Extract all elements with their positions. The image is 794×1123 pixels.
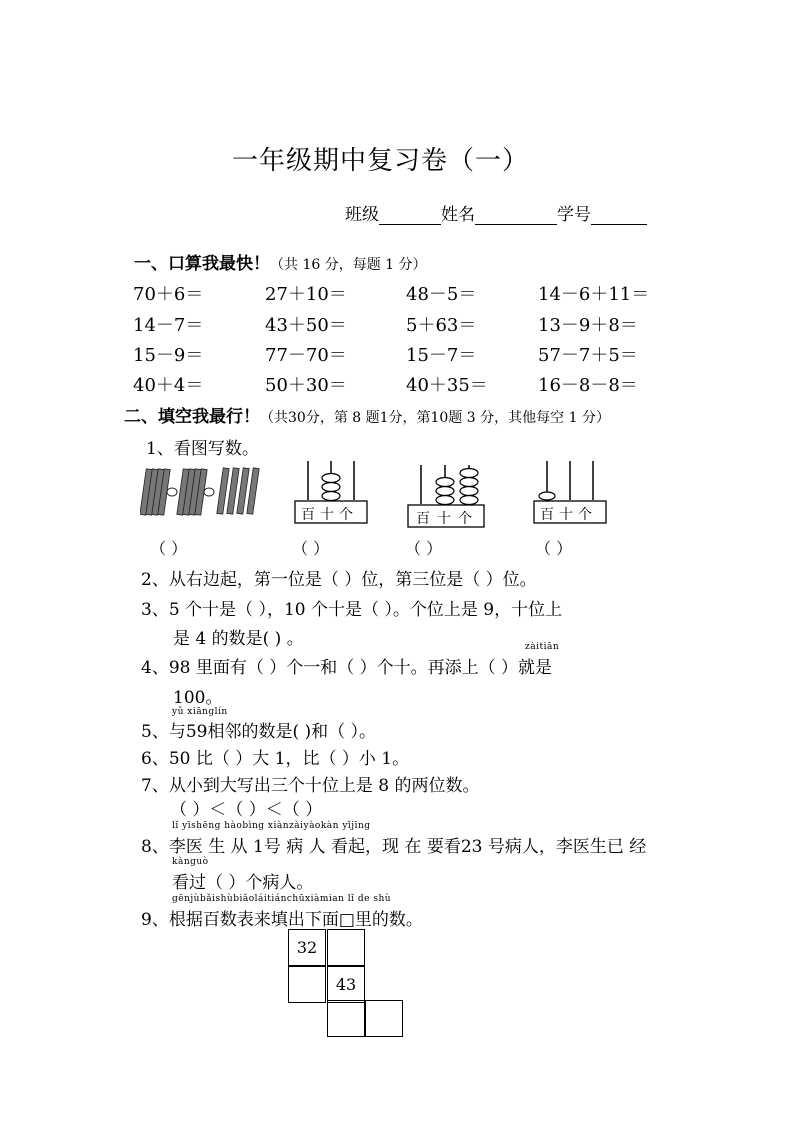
equation: 77－70＝ <box>265 345 347 366</box>
abacus-2-labels <box>416 508 479 528</box>
question-6: 6、50 比（ ）大 1，比（ ）小 1。 <box>141 749 410 769</box>
class-field[interactable] <box>379 206 441 225</box>
name-field[interactable] <box>475 206 557 225</box>
question-4-pinyin: zàitiān <box>525 642 560 652</box>
question-2: 2、从右边起，第一位是（ ）位，第三位是（ ）位。 <box>141 570 537 590</box>
equation: 13－9＋8＝ <box>538 315 638 336</box>
page-title: 一年级期中复习卷（一） <box>232 146 530 176</box>
section2-title: 二、填空我最行！ <box>124 407 260 427</box>
id-field[interactable] <box>591 206 647 225</box>
equation: 27＋10＝ <box>265 284 347 305</box>
section1-note: （共 16 分，每题 1 分） <box>270 257 427 273</box>
question-8-pinyin2: kànguò <box>172 857 209 867</box>
equation: 43＋50＝ <box>265 315 347 336</box>
grid-cell-blank[interactable] <box>288 966 326 1003</box>
question-1: 1、看图写数。 <box>146 439 259 459</box>
student-info <box>345 200 647 225</box>
question-3-line1: 3、5 个十是（ ），10 个十是（ ）。个位上是 9，十位上 <box>141 600 563 620</box>
equation: 5＋63＝ <box>406 315 477 336</box>
id-label: 学号 <box>557 205 591 225</box>
equation: 57－7＋5＝ <box>538 345 638 366</box>
equation: 15－7＝ <box>406 345 477 366</box>
question-9-pinyin: gēnjùbǎishùbiǎoláitiánchūxiàmian lǐ de shù <box>172 894 392 904</box>
equation: 50＋30＝ <box>265 375 347 396</box>
answer-blank-2[interactable]: （ ） <box>292 539 330 558</box>
ones-label: 个 <box>339 507 358 523</box>
grid-cell-blank[interactable] <box>327 929 365 966</box>
grid-cell-given: 43 <box>327 966 365 1003</box>
grid-cell-blank[interactable] <box>365 1000 403 1037</box>
hundreds-label: 百 <box>540 507 559 523</box>
equation: 14－6＋11＝ <box>538 284 650 305</box>
section2-heading <box>124 402 610 427</box>
hundreds-label: 百 <box>301 507 320 523</box>
question-3-line2: 是 4 的数是( ) 。 <box>173 629 304 649</box>
question-8-pinyin: lǐ yīshēng hàobìng xiànzàiyàokàn yǐjīng <box>172 821 371 831</box>
question-8-line1: 8、李医 生 从 1号 病 人 看起，现 在 要看23 号病人，李医生已 经 <box>141 837 647 857</box>
grid-cell-blank[interactable] <box>327 1000 365 1037</box>
ones-label: 个 <box>458 511 479 527</box>
equation: 16－8－8＝ <box>538 375 638 396</box>
stick-bundles-image <box>140 464 265 520</box>
question-7-line1: 7、从小到大写出三个十位上是 8 的两位数。 <box>141 776 480 796</box>
question-5-pinyin: yǔ xiānglín <box>172 707 228 717</box>
answer-blank-3[interactable]: （ ） <box>405 539 443 558</box>
question-5: 5、与59相邻的数是( )和（ ）。 <box>141 722 377 742</box>
equation: 14－7＝ <box>133 315 204 336</box>
equation: 40＋35＝ <box>406 375 488 396</box>
question-4-line2: 100。 <box>173 688 223 708</box>
abacus-1-labels <box>301 504 358 524</box>
question-7-line2: （ ）＜（ ）＜（ ） <box>170 800 323 820</box>
hundreds-label: 百 <box>416 511 437 527</box>
answer-blank-1[interactable]: （ ） <box>150 539 188 558</box>
equation: 40＋4＝ <box>133 375 204 396</box>
section2-note: （共30分，第 8 题1分，第10题 3 分，其他每空 1 分） <box>260 410 610 426</box>
ones-label: 个 <box>578 507 597 523</box>
answer-blank-4[interactable]: （ ） <box>535 539 573 558</box>
tens-label: 十 <box>437 511 458 527</box>
equation: 70＋6＝ <box>133 284 204 305</box>
abacus-3-labels <box>540 504 597 524</box>
tens-label: 十 <box>320 507 339 523</box>
equation: 15－9＝ <box>133 345 204 366</box>
name-label: 姓名 <box>441 205 475 225</box>
tens-label: 十 <box>559 507 578 523</box>
class-label: 班级 <box>345 205 379 225</box>
question-8-line2: 看过（ ）个病人。 <box>172 873 314 893</box>
section1-title: 一、口算我最快！ <box>134 254 270 274</box>
question-4-line1: 4、98 里面有（ ）个一和（ ）个十。再添上（ ）就是 <box>141 658 553 678</box>
section1-heading <box>134 249 427 274</box>
grid-cell-given: 32 <box>288 929 326 966</box>
equation: 48－5＝ <box>406 284 477 305</box>
question-9: 9、根据百数表来填出下面□里的数。 <box>141 910 423 930</box>
